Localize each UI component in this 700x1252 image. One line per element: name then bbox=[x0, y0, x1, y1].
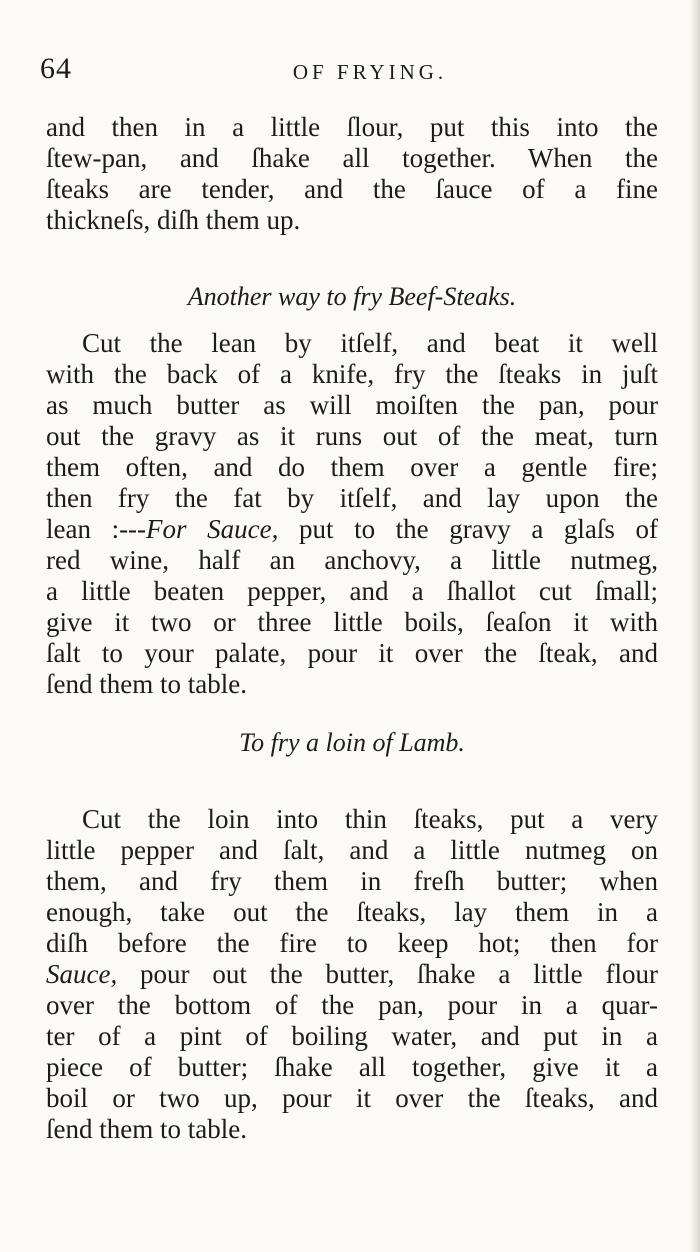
text-line: enough, take out the ſteaks, lay them in a bbox=[46, 897, 658, 927]
text-line: piece of butter; ſhake all together, give it a bbox=[46, 1052, 658, 1082]
text-line: Cut the lean by itſelf, and beat it well bbox=[82, 328, 658, 358]
text-run: put to the gravy a glaſs of bbox=[278, 514, 658, 544]
text-line: ſtew-pan, and ſhake all together. When the bbox=[46, 143, 658, 173]
text-line: thickneſs, diſh them up. bbox=[46, 205, 301, 235]
text-line: red wine, half an anchovy, a little nutmeg, bbox=[46, 545, 658, 575]
text-line: and then in a little ſlour, put this into the bbox=[46, 112, 658, 142]
italic-run: Sauce, bbox=[46, 959, 118, 989]
text-line: diſh before the fire to keep hot; then for bbox=[46, 928, 658, 958]
continuation-paragraph bbox=[46, 112, 658, 236]
paragraph-beef-steaks bbox=[46, 328, 658, 700]
text-line: them, and fry them in freſh butter; when bbox=[46, 866, 658, 896]
text-run: lean :--- bbox=[46, 514, 147, 544]
text-line: ſalt to your palate, pour it over the ſteak, and bbox=[46, 638, 658, 668]
text-line: ſend them to table. bbox=[46, 1114, 247, 1144]
text-line: little pepper and ſalt, and a little nutmeg on bbox=[46, 835, 658, 865]
text-line bbox=[46, 959, 658, 990]
text-line: boil or two up, pour it over the ſteaks, and bbox=[46, 1083, 658, 1113]
text-line: ſteaks are tender, and the ſauce of a fine bbox=[46, 174, 658, 204]
italic-run: For Sauce, bbox=[146, 514, 279, 544]
text-line: as much butter as will moiſten the pan, pour bbox=[46, 390, 658, 420]
text-line: then fry the fat by itſelf, and lay upon the bbox=[46, 483, 658, 513]
text-run: pour out the butter, ſhake a little flour bbox=[117, 959, 658, 989]
page-edge-shadow bbox=[690, 0, 700, 1252]
text-line: a little beaten pepper, and a ſhallot cut ſmall; bbox=[46, 576, 658, 606]
text-line: them often, and do them over a gentle fire; bbox=[46, 452, 658, 482]
section-heading-loin-of-lamb: To fry a loin of Lamb. bbox=[239, 728, 465, 757]
text-line: with the back of a knife, fry the ſteaks in juſt bbox=[46, 359, 658, 389]
text-line: over the bottom of the pan, pour in a quar- bbox=[46, 990, 658, 1020]
text-line bbox=[46, 514, 658, 545]
page-number: 64 bbox=[40, 52, 72, 85]
text-line: ter of a pint of boiling water, and put in a bbox=[46, 1021, 658, 1051]
page-header bbox=[40, 50, 660, 100]
running-head: OF FRYING. bbox=[292, 60, 448, 84]
section-heading-beef-steaks: Another way to fry Beef-Steaks. bbox=[187, 282, 517, 311]
text-line: Cut the loin into thin ſteaks, put a very bbox=[82, 804, 658, 834]
text-line: give it two or three little boils, ſeaſon it with bbox=[46, 607, 658, 637]
text-line: out the gravy as it runs out of the meat, turn bbox=[46, 421, 658, 451]
text-line: ſend them to table. bbox=[46, 669, 247, 699]
paragraph-loin-of-lamb bbox=[46, 804, 658, 1145]
